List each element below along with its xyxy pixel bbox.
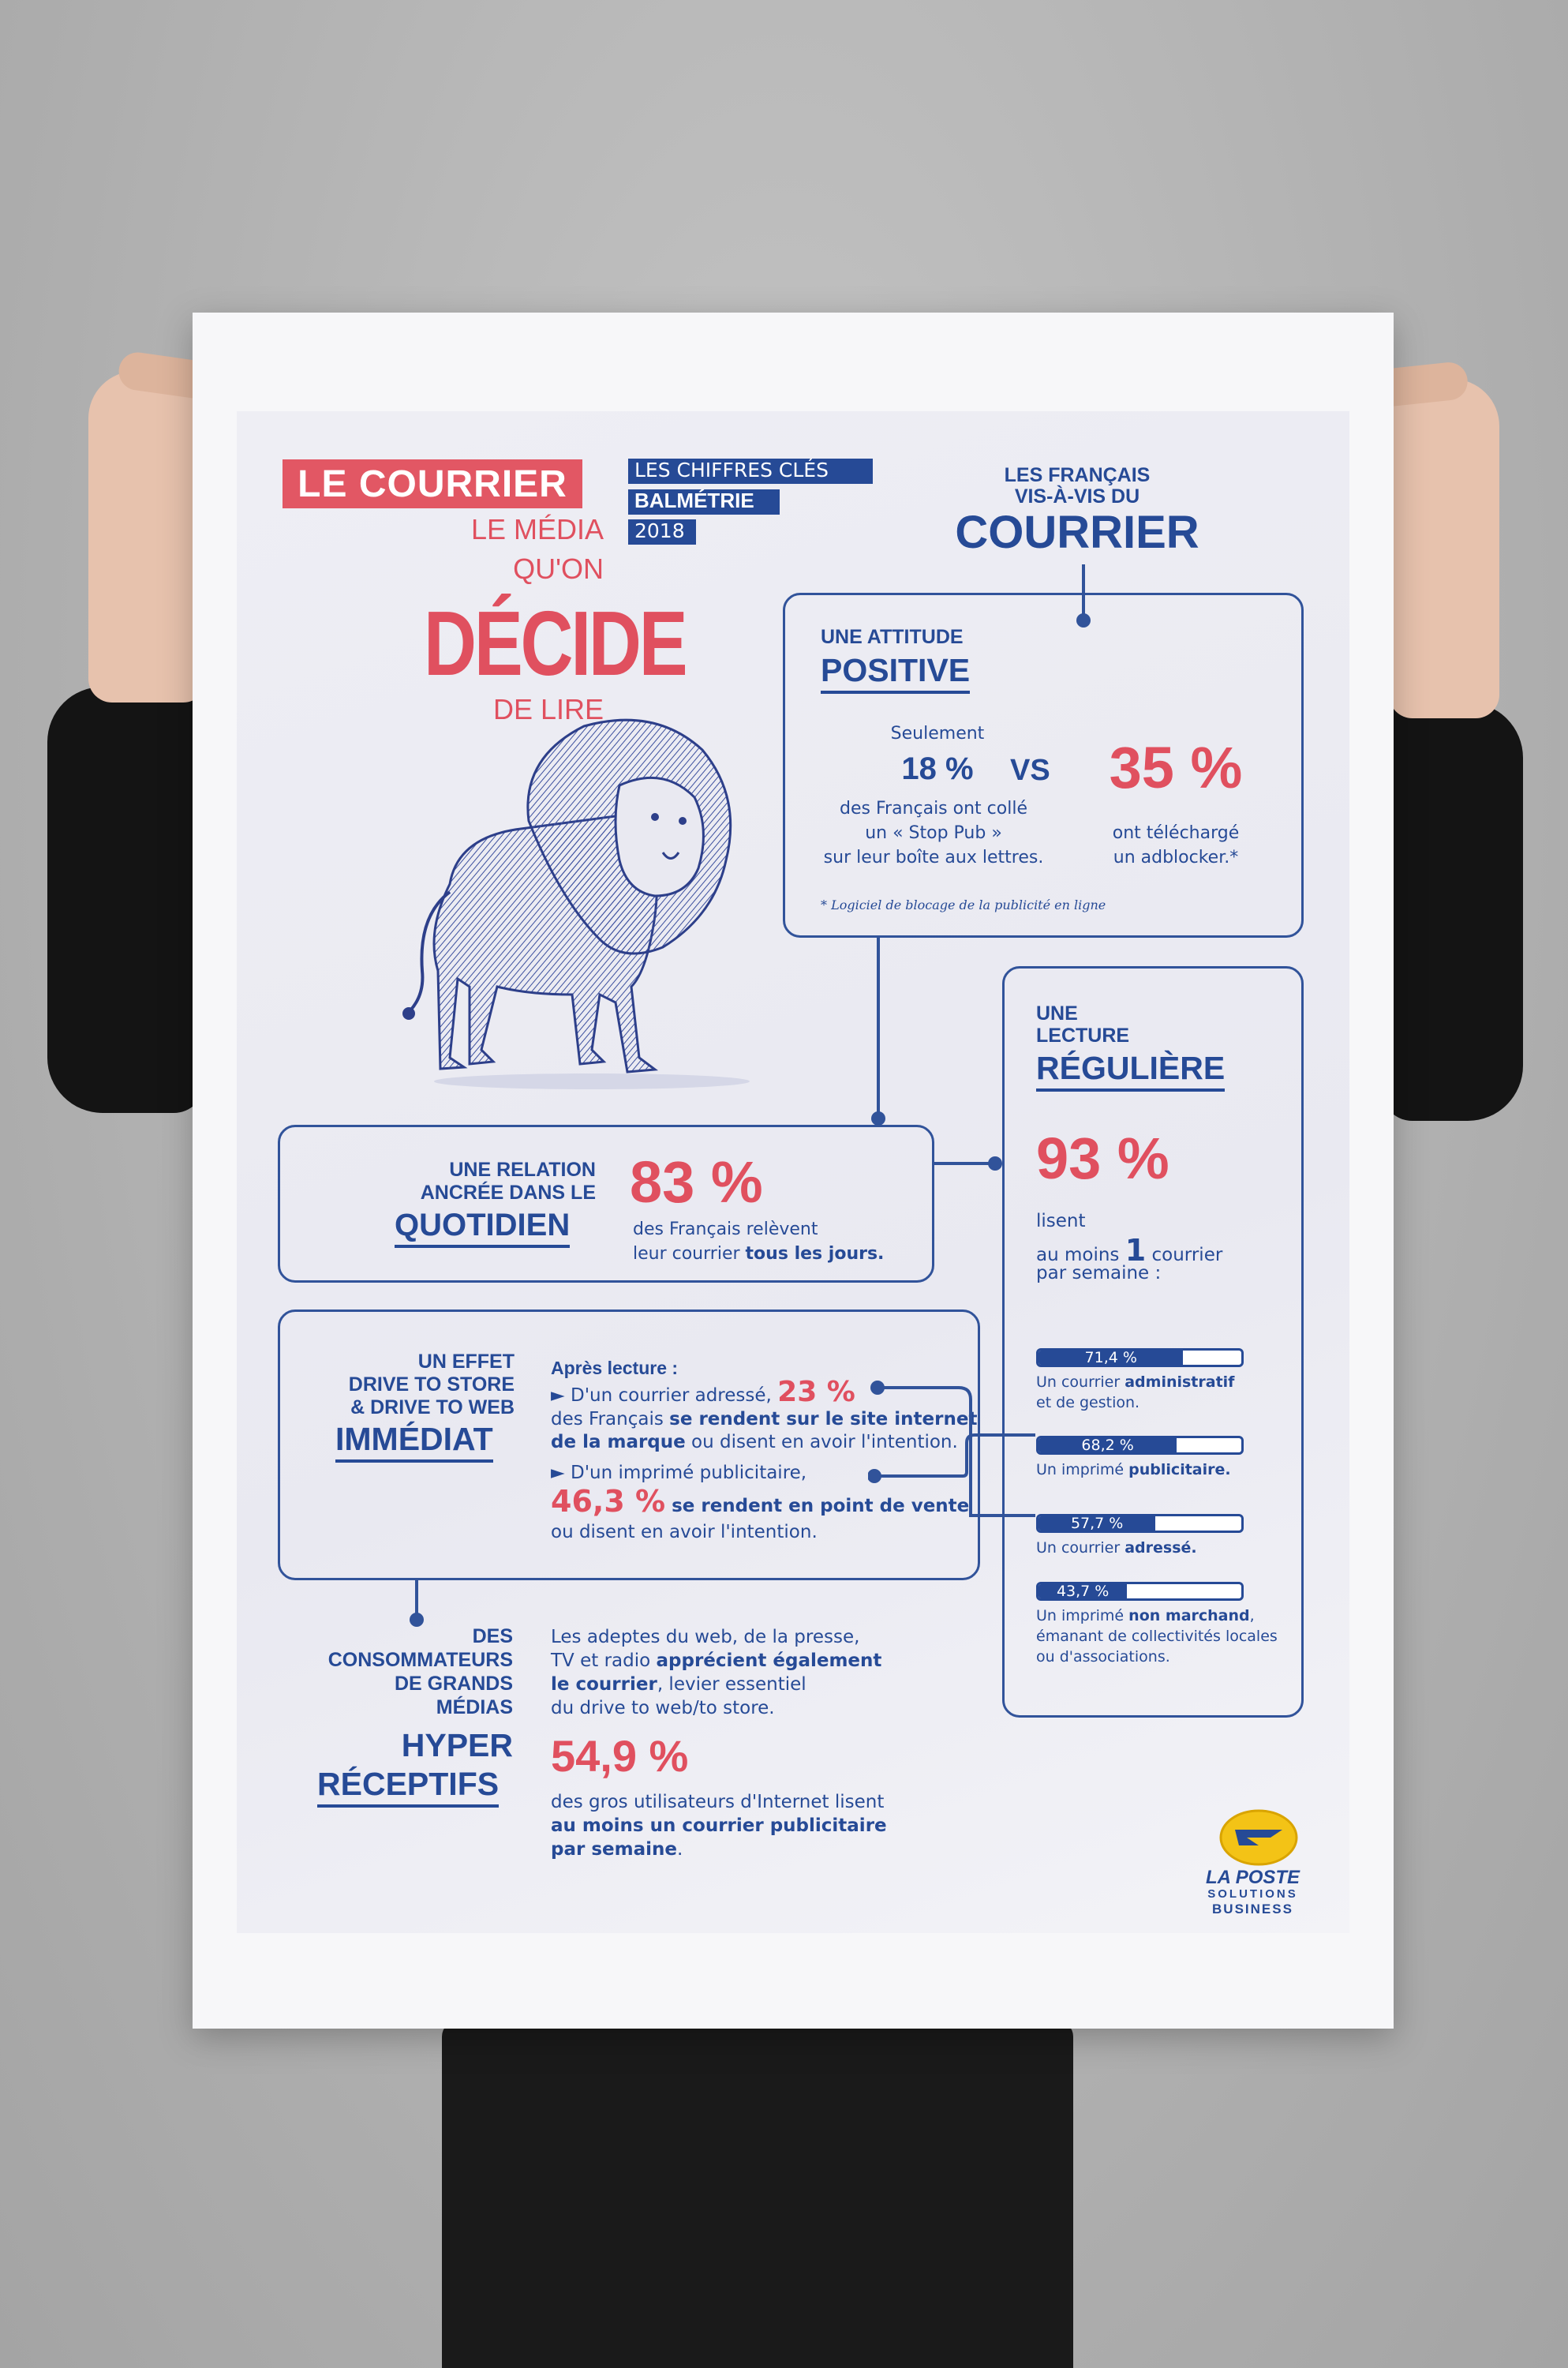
relation-label-2: ANCRÉE DANS LE: [420, 1182, 596, 1204]
tag-year-text: 2018: [634, 519, 685, 542]
page-title: LE COURRIER: [298, 463, 567, 505]
effet-label-3: & DRIVE TO WEB: [350, 1396, 515, 1418]
lecture-bar-fill: 43,7 %: [1038, 1584, 1127, 1598]
attitude-stat-35: 35 %: [1109, 735, 1243, 800]
right-arm: [1381, 703, 1523, 1121]
tag-balmetrie-text: BALMÉTRIE: [634, 489, 754, 512]
attitude-stat-18: 18 %: [901, 751, 974, 786]
conso-label-6: RÉCEPTIFS: [317, 1766, 499, 1808]
relation-stat: 83 %: [630, 1149, 763, 1215]
lecture-bar: [1036, 1436, 1244, 1455]
title-line-3: QU'ON: [513, 553, 604, 585]
connector-dot: [871, 1111, 885, 1126]
conso-label-2: CONSOMMATEURS: [327, 1649, 513, 1671]
person-legs: [442, 2021, 1073, 2368]
french-line-1: LES FRANÇAIS: [1004, 464, 1151, 486]
lecture-bar-text: Un courrier administratif et de gestion.: [1036, 1373, 1235, 1411]
lecture-desc-2: au moins 1 courrier: [1036, 1233, 1223, 1268]
lecture-bar: [1036, 1514, 1244, 1533]
title-line-4: DÉCIDE: [424, 592, 686, 695]
lecture-bar-text: Un imprimé non marchand, émanant de collectivités locales ou d'associations.: [1036, 1607, 1278, 1665]
conso-label-3: DE GRANDS: [394, 1673, 513, 1695]
lecture-bar: [1036, 1582, 1244, 1601]
connector-dot: [988, 1156, 1002, 1171]
conso-p-1: Les adeptes du web, de la presse,: [551, 1627, 860, 1647]
attitude-desc-2a: ont téléchargé: [1112, 823, 1240, 843]
lion-illustration: [402, 710, 765, 1097]
conso-p-4: du drive to web/to store.: [551, 1698, 775, 1718]
conso-p-3: le courrier, levier essentiel: [551, 1674, 806, 1695]
effet-item-2-c: ou disent en avoir l'intention.: [551, 1522, 818, 1542]
effet-item-1: ► D'un courrier adressé, 23 %: [551, 1376, 855, 1408]
effet-item-2-b: 46,3 % se rendent en point de vente: [551, 1484, 970, 1519]
conso-d-3: par semaine.: [551, 1839, 683, 1860]
la-poste-logo-icon: [1215, 1806, 1302, 1869]
attitude-footnote: * Logiciel de blocage de la publicité en ligne: [821, 897, 1106, 912]
left-hand: [88, 371, 207, 703]
attitude-vs: VS: [1010, 754, 1050, 787]
conso-label-5: HYPER: [401, 1727, 513, 1763]
effet-item-2: ► D'un imprimé publicitaire,: [551, 1463, 807, 1483]
effet-item-1-b: des Français se rendent sur le site internet: [551, 1409, 978, 1429]
effet-label-2: DRIVE TO STORE: [348, 1373, 515, 1396]
right-hand: [1389, 379, 1499, 718]
relation-label-3: QUOTIDIEN: [395, 1208, 570, 1248]
effet-label-4: IMMÉDIAT: [335, 1421, 493, 1463]
relation-desc-2: leur courrier tous les jours.: [633, 1244, 885, 1264]
title-line-2: LE MÉDIA: [470, 513, 604, 545]
attitude-label-1: UNE ATTITUDE: [821, 626, 964, 648]
connector: [877, 938, 880, 1115]
left-arm: [47, 687, 205, 1113]
attitude-desc-2b: un adblocker.*: [1113, 848, 1239, 867]
lecture-stat: 93 %: [1036, 1126, 1169, 1191]
lecture-bar-text: Un imprimé publicitaire.: [1036, 1461, 1231, 1478]
relation-label-1: UNE RELATION: [449, 1159, 596, 1181]
effet-connectors: [868, 1373, 1050, 1531]
conso-label-4: MÉDIAS: [436, 1696, 513, 1718]
attitude-label-2: POSITIVE: [821, 652, 970, 694]
lecture-label-2: LECTURE: [1036, 1025, 1130, 1047]
conso-stat: 54,9 %: [551, 1731, 689, 1781]
attitude-desc-1b: un « Stop Pub »: [865, 823, 1002, 843]
lecture-bar: [1036, 1348, 1244, 1367]
lecture-label-1: UNE: [1036, 1002, 1078, 1025]
title-line-5: DE LIRE: [492, 693, 604, 725]
relation-desc-1: des Français relèvent: [633, 1220, 818, 1239]
conso-d-2: au moins un courrier publicitaire: [551, 1815, 887, 1836]
tag-chiffres-text: LES CHIFFRES CLÉS: [634, 459, 829, 481]
attitude-pre: Seulement: [890, 724, 985, 744]
effet-intro: Après lecture :: [551, 1358, 679, 1378]
lecture-desc-1: lisent: [1036, 1211, 1086, 1231]
lecture-bar-fill: 71,4 %: [1038, 1351, 1183, 1365]
conso-d-1: des gros utilisateurs d'Internet lisent: [551, 1792, 885, 1812]
conso-label-1: DES: [472, 1625, 513, 1647]
attitude-desc-1c: sur leur boîte aux lettres.: [823, 848, 1044, 867]
lecture-bar-fill: 68,2 %: [1038, 1438, 1177, 1452]
french-line-3: COURRIER: [955, 507, 1199, 558]
lecture-label-3: RÉGULIÈRE: [1036, 1050, 1225, 1092]
attitude-desc-1a: des Français ont collé: [840, 799, 1027, 819]
effet-item-1-c: de la marque ou disent en avoir l'intention.: [551, 1432, 958, 1452]
logo-line-2: SOLUTIONS: [1207, 1887, 1298, 1901]
lecture-bar-text: Un courrier adressé.: [1036, 1539, 1197, 1557]
french-line-2: VIS-À-VIS DU: [1014, 485, 1140, 508]
logo-line-1: LA POSTE: [1205, 1867, 1300, 1888]
lecture-bar-fill: 57,7 %: [1038, 1516, 1155, 1531]
logo-line-3: BUSINESS: [1212, 1902, 1293, 1917]
lecture-desc-3: par semaine :: [1036, 1263, 1162, 1283]
conso-p-2: TV et radio apprécient également: [551, 1650, 882, 1671]
effet-label-1: UN EFFET: [417, 1351, 515, 1373]
